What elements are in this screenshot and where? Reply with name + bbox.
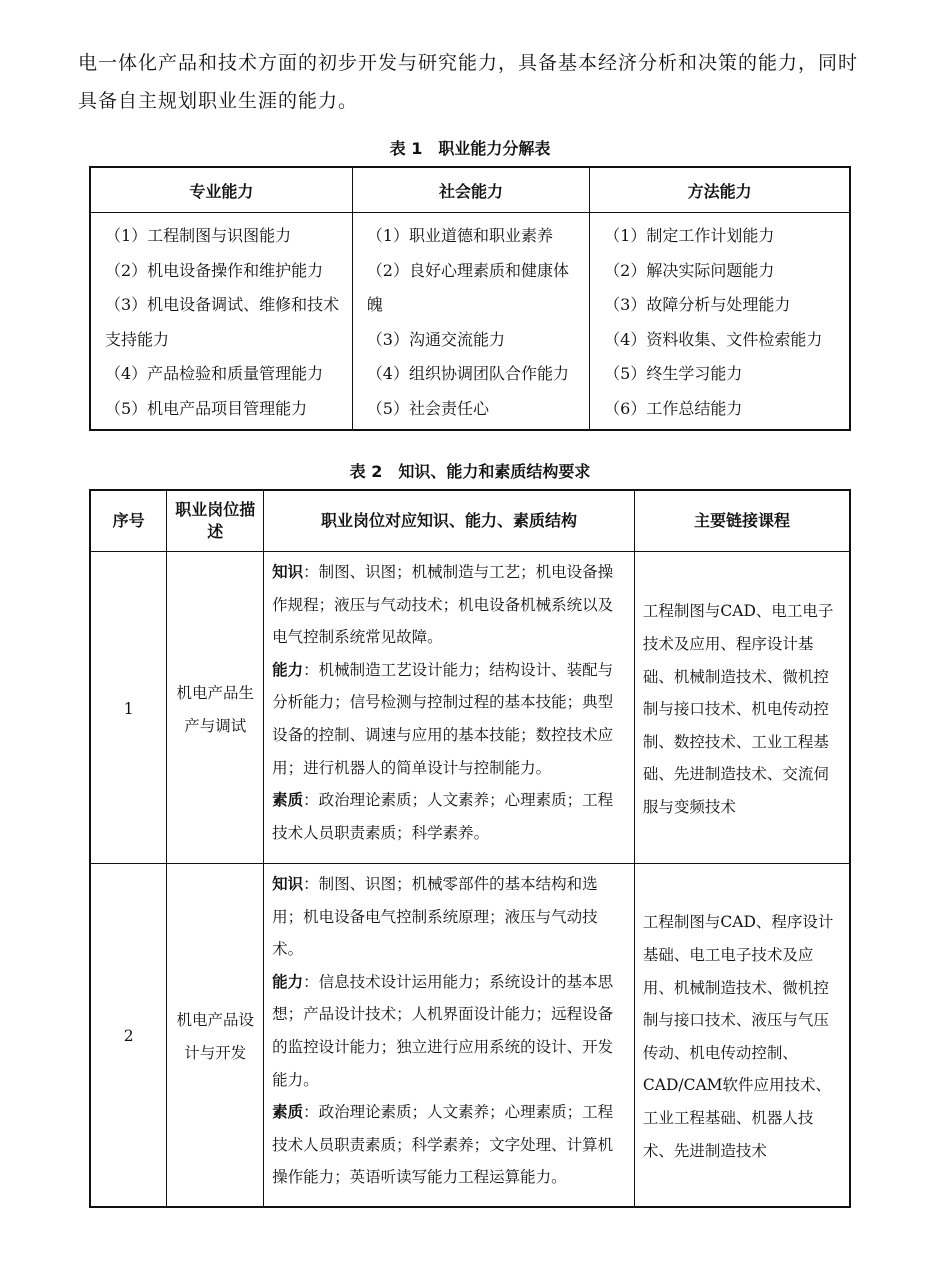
ability-label: 能力 xyxy=(272,972,304,991)
structure-cell xyxy=(264,552,635,864)
competency-table xyxy=(89,166,851,431)
quality-label: 素质 xyxy=(272,791,304,810)
col-header-social: 社会能力 xyxy=(352,167,589,213)
quality-text: ：政治理论素质；人文素养；心理素质；工程技术人员职责素质；科学素养；文字处理、计算机操作能力；英语听读写能力工程运算能力。 xyxy=(272,1103,614,1187)
method-abilities-cell xyxy=(590,213,850,430)
table2-caption: 表 2 知识、能力和素质结构要求 xyxy=(349,462,591,481)
list-item: （5）社会责任心 xyxy=(366,398,489,418)
professional-abilities-cell xyxy=(90,213,352,430)
list-item: （3）沟通交流能力 xyxy=(366,329,505,349)
col-header-method: 方法能力 xyxy=(590,167,850,213)
list-item: （1）职业道德和职业素养 xyxy=(366,226,553,245)
knowledge-text: ：制图、识图；机械制造与工艺；机电设备操作规程；液压与气动技术；机电设备机械系统以及电气控制系统常见故障。 xyxy=(272,563,614,647)
col-header-job-description: 职业岗位描述 xyxy=(167,490,264,552)
quality-text: ：政治理论素质；人文素养；心理素质；工程技术人员职责素质；科学素养。 xyxy=(272,791,614,842)
col-header-professional: 专业能力 xyxy=(90,167,352,213)
table-row xyxy=(90,864,850,1207)
courses-cell: 工程制图与CAD、程序设计基础、电工电子技术及应用、机械制造技术、微机控制与接口技术、液压与气压传动、机电传动控制、CAD/CAM软件应用技术、工业工程基础、机器人技术、先进制造技术 xyxy=(634,864,850,1207)
quality-label: 素质 xyxy=(272,1103,304,1122)
list-item: （4）组织协调团队合作能力 xyxy=(366,364,569,384)
list-item: （1）制定工作计划能力 xyxy=(604,226,775,245)
list-item: （5）机电产品项目管理能力 xyxy=(105,398,308,418)
list-item: （2）解决实际问题能力 xyxy=(604,260,775,280)
row-number: 2 xyxy=(90,864,167,1207)
col-header-courses: 主要链接课程 xyxy=(634,490,850,552)
structure-table xyxy=(89,489,851,1208)
ability-label: 能力 xyxy=(272,660,304,679)
intro-paragraph: 电一体化产品和技术方面的初步开发与研究能力，具备基本经济分析和决策的能力，同时具备自主规划职业生涯的能力。 xyxy=(78,52,859,112)
table-header-row xyxy=(90,490,850,552)
table-row xyxy=(90,213,850,430)
table-header-row xyxy=(90,167,850,213)
courses-cell: 工程制图与CAD、电工电子技术及应用、程序设计基础、机械制造技术、微机控制与接口技术、机电传动控制、数控技术、工业工程基础、先进制造技术、交流伺服与变频技术 xyxy=(634,552,850,864)
list-item: （6）工作总结能力 xyxy=(604,398,743,418)
ability-text: ：机械制造工艺设计能力；结构设计、装配与分析能力；信号检测与控制过程的基本技能；典型设备的控制、调速与应用的基本技能；数控技术应用；进行机器人的简单设计与控制能力。 xyxy=(272,660,614,777)
knowledge-label: 知识 xyxy=(272,563,304,581)
col-header-structure: 职业岗位对应知识、能力、素质结构 xyxy=(264,490,635,552)
structure-cell xyxy=(264,864,635,1207)
knowledge-label: 知识 xyxy=(272,875,304,893)
table1-caption: 表 1 职业能力分解表 xyxy=(389,139,551,158)
ability-text: ：信息技术设计运用能力；系统设计的基本思想；产品设计技术；人机界面设计能力；远程设备的监控设计能力；独立进行应用系统的设计、开发能力。 xyxy=(272,972,614,1089)
col-header-number: 序号 xyxy=(90,490,167,552)
row-number: 1 xyxy=(90,552,167,864)
job-description-cell: 机电产品设计与开发 xyxy=(167,864,264,1207)
knowledge-text: ：制图、识图；机械零部件的基本结构和选用；机电设备电气控制系统原理；液压与气动技术。 xyxy=(272,875,598,959)
list-item: （3）故障分析与处理能力 xyxy=(604,295,791,315)
social-abilities-cell xyxy=(352,213,589,430)
list-item: （2）机电设备操作和维护能力 xyxy=(105,260,324,280)
list-item: （1）工程制图与识图能力 xyxy=(105,226,292,245)
list-item: （4）资料收集、文件检索能力 xyxy=(604,329,823,349)
list-item: （4）产品检验和质量管理能力 xyxy=(105,364,324,384)
list-item: （3）机电设备调试、维修和技术支持能力 xyxy=(105,295,340,349)
job-description-cell: 机电产品生产与调试 xyxy=(167,552,264,864)
table-row xyxy=(90,552,850,864)
list-item: （5）终生学习能力 xyxy=(604,364,743,384)
list-item: （2）良好心理素质和健康体魄 xyxy=(366,260,569,315)
